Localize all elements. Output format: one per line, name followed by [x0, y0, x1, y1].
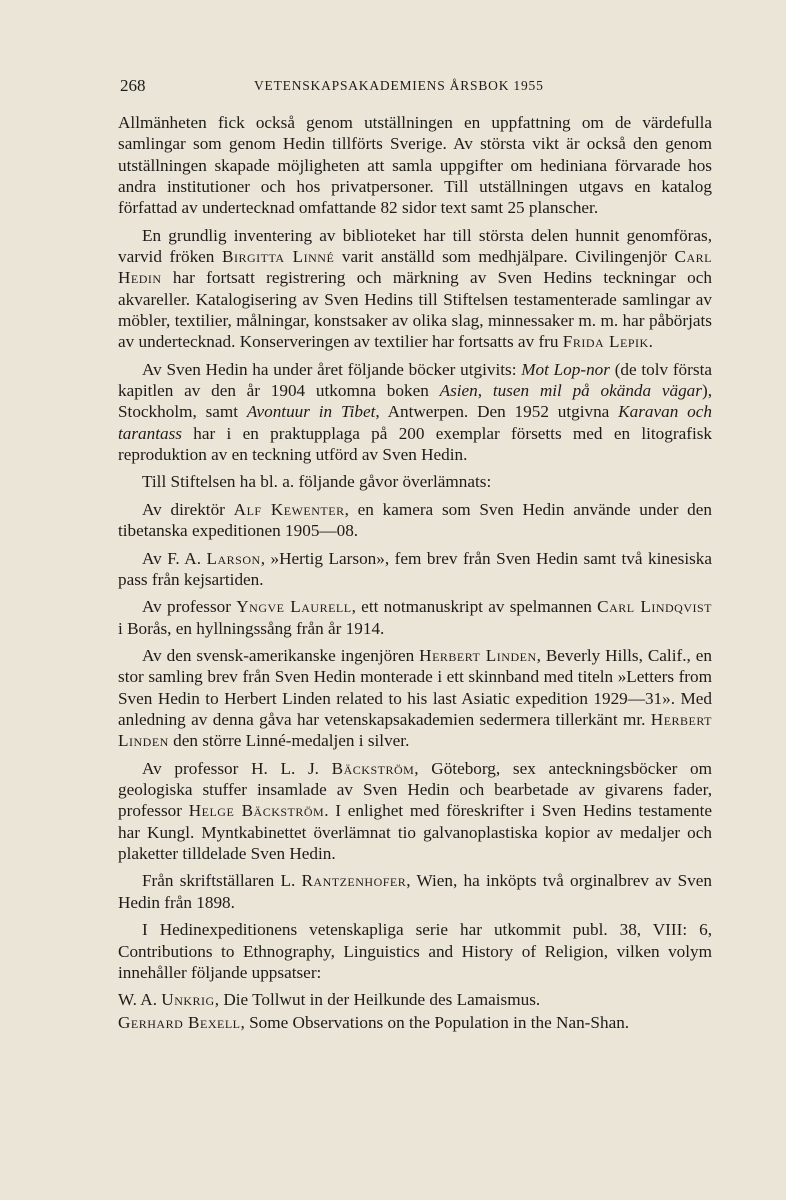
- text-run: . I enlighet med föreskrifter i Sven Hedins testamente har Kungl. Myntkabinettet överlämnat tio galvanoplastiska kopior av medaljer och plaketter tilldelade Sven Hedin.: [118, 801, 712, 863]
- text-run: har fortsatt registrering och märkning av Sven Hedins teckningar och akvareller. Katalogisering av Sven Hedins till Stiftelsen testamenterade samlingar av möbler, textilier, målningar, konstsaker av olika slag, minnessaker m. m. har påbörjats av undertecknad. Konserveringen av textilier har fortsatts av fru: [118, 268, 712, 352]
- reference-entry: [118, 1012, 712, 1033]
- text-run: Av professor H. L. J.: [142, 758, 332, 778]
- text-run: varit anställd som medhjälpare. Civilingenjör: [334, 246, 675, 266]
- text-run: .: [648, 332, 653, 352]
- text-run: , Die Tollwut in der Heilkunde des Lamaismus.: [214, 990, 541, 1010]
- name-smallcaps: Helge Bäckström: [188, 801, 325, 821]
- text-run: Av professor: [142, 597, 237, 617]
- name-smallcaps: Carl Hedin: [118, 246, 712, 288]
- name-smallcaps: Bäckström: [331, 758, 415, 778]
- running-head: VETENSKAPSAKADEMIENS ÅRSBOK 1955: [254, 78, 544, 93]
- name-smallcaps: Larson: [206, 548, 261, 568]
- text-run: Till Stiftelsen ha bl. a. följande gåvor överlämnats:: [142, 472, 492, 492]
- name-smallcaps: Frida Lepik: [562, 332, 649, 352]
- name-smallcaps: Rantzenhofer: [301, 871, 407, 891]
- text-run: Av den svensk-amerikanske ingenjören: [142, 646, 420, 666]
- text-run: , Göteborg, sex anteckningsböcker om geologiska stuffer insamlade av Sven Hedin och bearbetade av givarens fader, professor: [118, 758, 712, 821]
- paragraph: [118, 225, 712, 353]
- paragraph: [118, 548, 712, 591]
- name-smallcaps: Carl Lindqvist: [597, 597, 713, 617]
- text-run: (de tolv första kapitlen av den år 1904 utkomna boken: [118, 359, 712, 400]
- paragraph: [118, 359, 712, 465]
- body-text: [118, 112, 712, 1034]
- text-run: Av Sven Hedin ha under året följande böcker utgivits:: [142, 359, 522, 379]
- name-smallcaps: Birgitta Linné: [222, 246, 335, 266]
- book-title-italic: Avontuur in Tibet: [246, 402, 376, 422]
- name-smallcaps: Alf Kewenter: [233, 499, 345, 519]
- book-title-italic: Asien, tusen mil på okända vägar: [439, 380, 702, 400]
- paragraph: [118, 870, 712, 913]
- paragraph: [118, 919, 712, 983]
- text-run: , en kamera som Sven Hedin använde under den tibetanska expeditionen 1905—08.: [118, 499, 712, 541]
- text-run: i Borås, en hyllningssång från år 1914.: [118, 618, 385, 638]
- text-run: Av direktör: [142, 499, 234, 519]
- text-run: Allmänheten fick också genom utställningen en uppfattning om de värdefulla samlingar som genom Hedin tillförts Sverige. Av största vikt är också den genom utställningen skapade möjligheten att samla uppgifter om hediniana förvarade hos andra institutioner och hos privatpersoner. Till utställningen utgavs en katalog författad av undertecknad omfattande 82 sidor text samt 25 planscher.: [118, 113, 712, 218]
- book-title-italic: Karavan och tarantass: [118, 402, 712, 443]
- text-run: , Antwerpen. Den 1952 utgivna: [375, 402, 619, 422]
- text-run: , Beverly Hills, Calif., en stor samling brev från Sven Hedin monterade i ett skinnband med titeln »Letters from Sven Hedin to Herbert Linden related to his last Asiatic expedition 1929—31». Med anledning av denna gåva har vetenskapsakademien sedermera tillerkänt mr.: [118, 646, 712, 730]
- paragraph: [118, 112, 712, 218]
- text-run: En grundlig inventering av biblioteket har till största delen hunnit genomföras, varvid fröken: [118, 225, 712, 266]
- book-title-italic: Mot Lop-nor: [521, 359, 610, 379]
- paragraph: [118, 758, 712, 864]
- paragraph: [118, 645, 712, 751]
- text-run: , Wien, ha inköpts två orginalbrev av Sven Hedin från 1898.: [118, 871, 712, 912]
- text-run: den större Linné-medaljen i silver.: [168, 731, 410, 751]
- text-run: W. A.: [118, 990, 162, 1010]
- text-run: , »Hertig Larson», fem brev från Sven Hedin samt två kinesiska pass från kejsartiden.: [118, 548, 712, 589]
- text-run: , ett notmanuskript av spelmannen: [351, 597, 598, 617]
- text-run: I Hedinexpeditionens vetenskapliga serie har utkommit publ. 38, VIII: 6, Contributions to Ethnography, Linguistics and History of Religion, vilken volym innehåller följande uppsatser:: [118, 920, 712, 982]
- text-run: Från skriftställaren L.: [142, 871, 302, 891]
- paragraph: [118, 596, 712, 639]
- name-smallcaps: Yngve Laurell: [236, 597, 352, 617]
- name-smallcaps: Unkrig: [161, 990, 215, 1010]
- paragraph: [118, 471, 712, 492]
- paragraph: [118, 499, 712, 542]
- text-run: , Some Observations on the Population in the Nan-Shan.: [240, 1012, 630, 1032]
- name-smallcaps: Herbert Linden: [118, 710, 712, 751]
- name-smallcaps: Gerhard Bexell: [118, 1012, 241, 1032]
- text-run: har i en praktupplaga på 200 exemplar försetts med en litografisk reproduktion av en teckning utförd av Sven Hedin.: [118, 423, 712, 464]
- reference-entry: [118, 989, 712, 1010]
- text-run: ), Stockholm, samt: [118, 380, 712, 422]
- name-smallcaps: Herbert Linden: [419, 646, 537, 666]
- text-run: Av F. A.: [142, 548, 207, 568]
- page-number: 268: [120, 76, 146, 95]
